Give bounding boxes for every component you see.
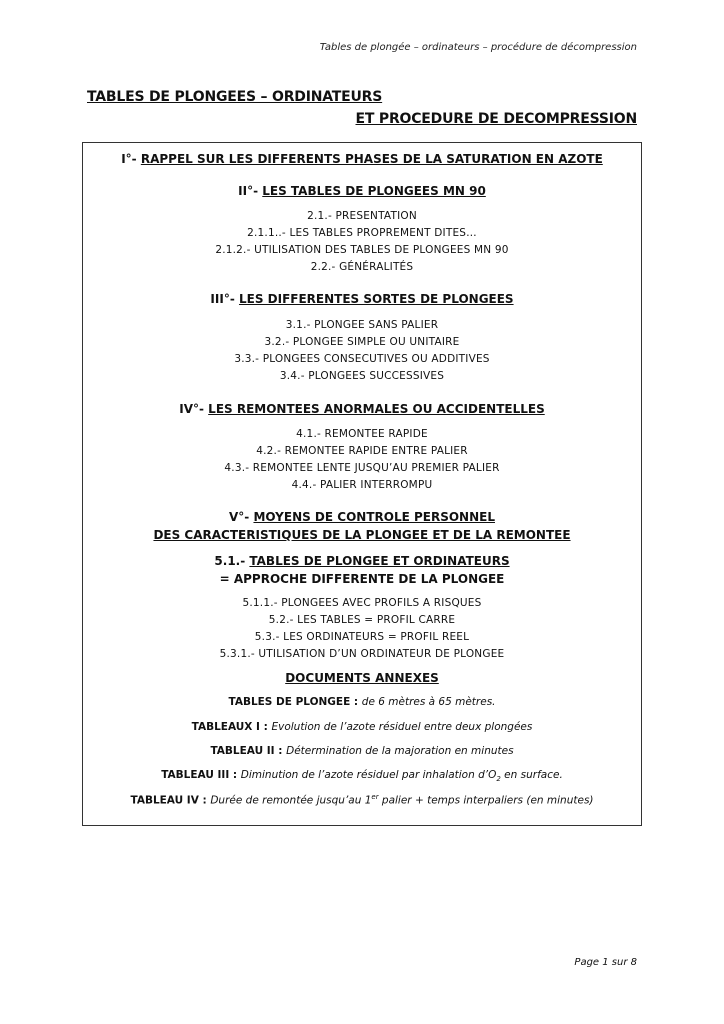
toc-item: 2.1.2.- UTILISATION DES TABLES DE PLONGEES MN 90 (215, 244, 509, 256)
section-5-heading: V°- MOYENS DE CONTROLE PERSONNEL (229, 510, 495, 524)
toc-item: 3.3.- PLONGEES CONSECUTIVES OU ADDITIVES (234, 353, 490, 365)
document-title-line2: ET PROCEDURE DE DECOMPRESSION (355, 111, 637, 127)
section-3-heading: III°- LES DIFFERENTES SORTES DE PLONGEES (210, 292, 514, 306)
toc-item: 4.1.- REMONTEE RAPIDE (296, 428, 428, 440)
annex-row: TABLES DE PLONGEE : de 6 mètres à 65 mètres. (228, 696, 496, 708)
contents-box (82, 142, 642, 826)
toc-item: 4.4.- PALIER INTERROMPU (291, 479, 433, 491)
annexes-heading: DOCUMENTS ANNEXES (285, 671, 439, 685)
toc-item: 3.4.- PLONGEES SUCCESSIVES (279, 370, 445, 382)
toc-item: 5.3.1.- UTILISATION D’UN ORDINATEUR DE PLONGEE (219, 648, 505, 660)
annex-row: TABLEAUX I : Evolution de l’azote résiduel entre deux plongées (191, 721, 533, 733)
page-number: Page 1 sur 8 (574, 957, 637, 968)
section-5-1-heading: 5.1.- TABLES DE PLONGEE ET ORDINATEURS (214, 554, 510, 568)
section-1-heading: I°- RAPPEL SUR LES DIFFERENTS PHASES DE LA SATURATION EN AZOTE (121, 152, 603, 166)
toc-item: 4.3.- REMONTEE LENTE JUSQU’AU PREMIER PALIER (224, 462, 500, 474)
toc-item: 3.1.- PLONGEE SANS PALIER (285, 319, 439, 331)
running-header: Tables de plongée – ordinateurs – procédure de décompression (319, 42, 637, 53)
section-4-heading: IV°- LES REMONTEES ANORMALES OU ACCIDENTELLES (179, 402, 545, 416)
toc-item: 5.3.- LES ORDINATEURS = PROFIL REEL (254, 631, 470, 643)
annex-row: TABLEAU IV : Durée de remontée jusqu’au 1er palier + temps interpaliers (en minutes) (130, 793, 594, 807)
toc-item: 4.2.- REMONTEE RAPIDE ENTRE PALIER (256, 445, 468, 457)
section-5-1-heading-line2: = APPROCHE DIFFERENTE DE LA PLONGEE (219, 572, 505, 586)
toc-item: 2.1.- PRESENTATION (307, 210, 417, 222)
toc-item: 2.1.1..- LES TABLES PROPREMENT DITES… (247, 227, 477, 239)
toc-item: 5.2.- LES TABLES = PROFIL CARRE (268, 614, 456, 626)
document-title-line1: TABLES DE PLONGEES – ORDINATEURS (87, 89, 383, 105)
section-2-heading: II°- LES TABLES DE PLONGEES MN 90 (238, 184, 486, 198)
toc-item: 5.1.1.- PLONGEES AVEC PROFILS A RISQUES (242, 597, 482, 609)
toc-item: 3.2.- PLONGEE SIMPLE OU UNITAIRE (264, 336, 460, 348)
annex-row: TABLEAU II : Détermination de la majoration en minutes (210, 745, 514, 757)
section-5-heading-line2: DES CARACTERISTIQUES DE LA PLONGEE ET DE LA REMONTEE (153, 528, 571, 542)
toc-item: 2.2.- GÉNÉRALITÉS (310, 261, 414, 273)
annex-row: TABLEAU III : Diminution de l’azote résiduel par inhalation $d’O_2$ en surface. (161, 769, 563, 784)
